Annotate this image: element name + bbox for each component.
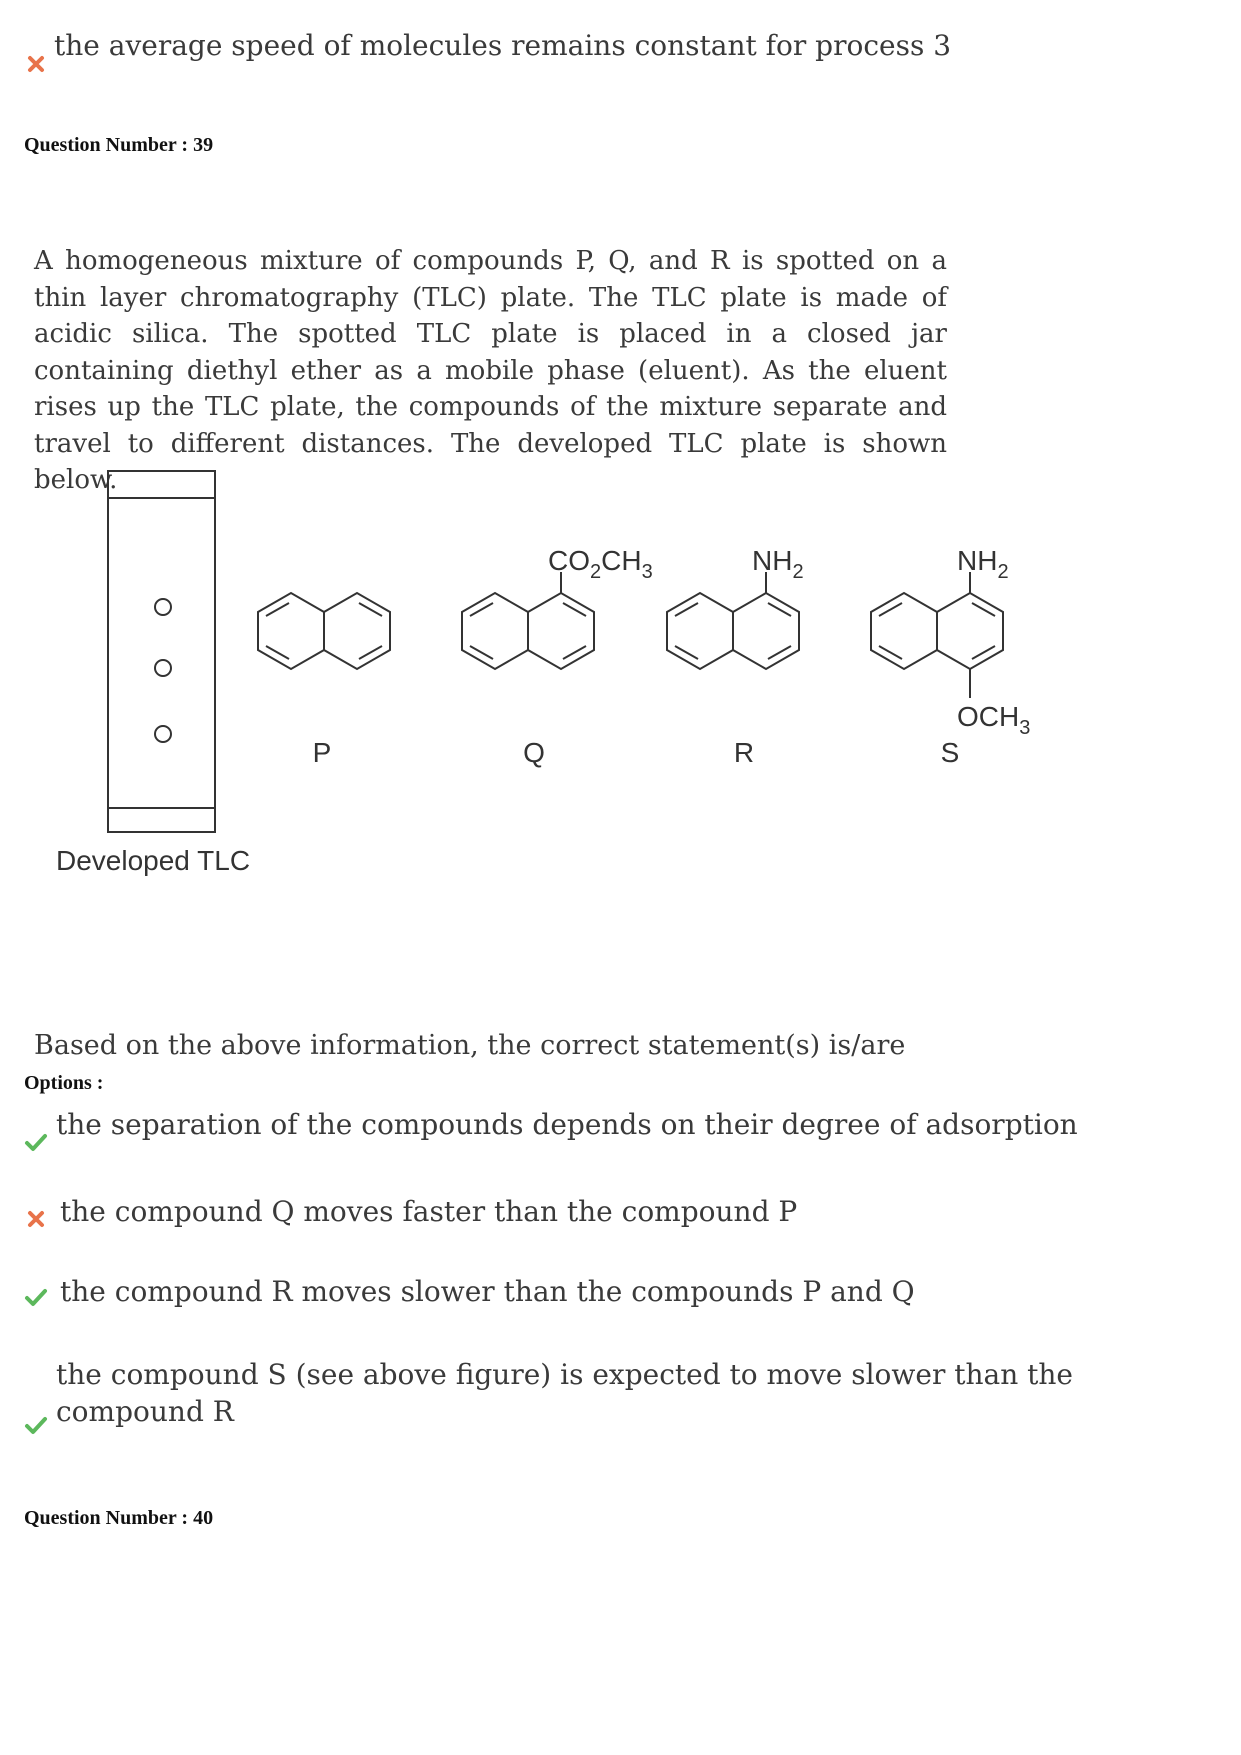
correct-mark-icon [24,1130,48,1154]
option-1-text: the separation of the compounds depends on their degree of adsorption [56,1108,1078,1141]
compound-s-substituent-top: $NH_2$ [957,545,1009,583]
incorrect-mark-icon [24,52,48,76]
compound-q-substituent: $CO_2CH_3$ [548,545,653,583]
tlc-figure [0,460,1241,890]
previous-option-text: the average speed of molecules remains constant for process 3 [54,29,952,62]
tlc-spot-top [155,599,171,615]
correct-mark-icon [24,1285,48,1309]
compound-r-label: R [733,737,755,768]
option-2-text: the compound Q moves faster than the compound P [60,1195,798,1228]
options-label: Options : [24,1072,104,1094]
option-4-text-line-2: compound R [56,1395,234,1428]
compound-s-label: S [940,737,960,768]
tlc-spot-bottom [155,726,171,742]
incorrect-mark-icon [24,1207,48,1231]
correct-mark-icon [24,1413,48,1437]
compound-q-structure [462,572,594,669]
question-number-label: Question Number : 39 [24,134,214,156]
compound-p-structure [258,593,390,669]
compound-p-label: P [312,737,332,768]
compound-s-structure [871,572,1003,698]
option-3-text: the compound R moves slower than the compounds P and Q [60,1275,915,1308]
tlc-spot-middle [155,660,171,676]
tlc-plate [108,471,215,832]
tlc-caption: Developed TLC [56,845,251,876]
compound-r-substituent: $NH_2$ [752,545,804,583]
compound-r-structure [667,572,799,669]
compound-q-label: Q [523,737,545,768]
compound-s-substituent-bottom: $OCH_3$ [957,701,1031,739]
question-stem: A homogeneous mixture of compounds P, Q, and R is spotted on a thin layer chromatography (TLC) plate. The TLC plate is made of acidic silica. The spotted TLC plate is placed in a closed jar containing diethyl ether as a mobile phase (eluent). As the eluent rises up the TLC plate, the compounds of the mixture separate and travel to different distances. The developed TLC plate is shown below. [34,246,947,495]
question-prompt: Based on the above information, the correct statement(s) is/are [34,1030,906,1061]
option-4-text-line-1: the compound S (see above figure) is expected to move slower than the [56,1358,1073,1391]
next-question-number-label: Question Number : 40 [24,1507,214,1529]
